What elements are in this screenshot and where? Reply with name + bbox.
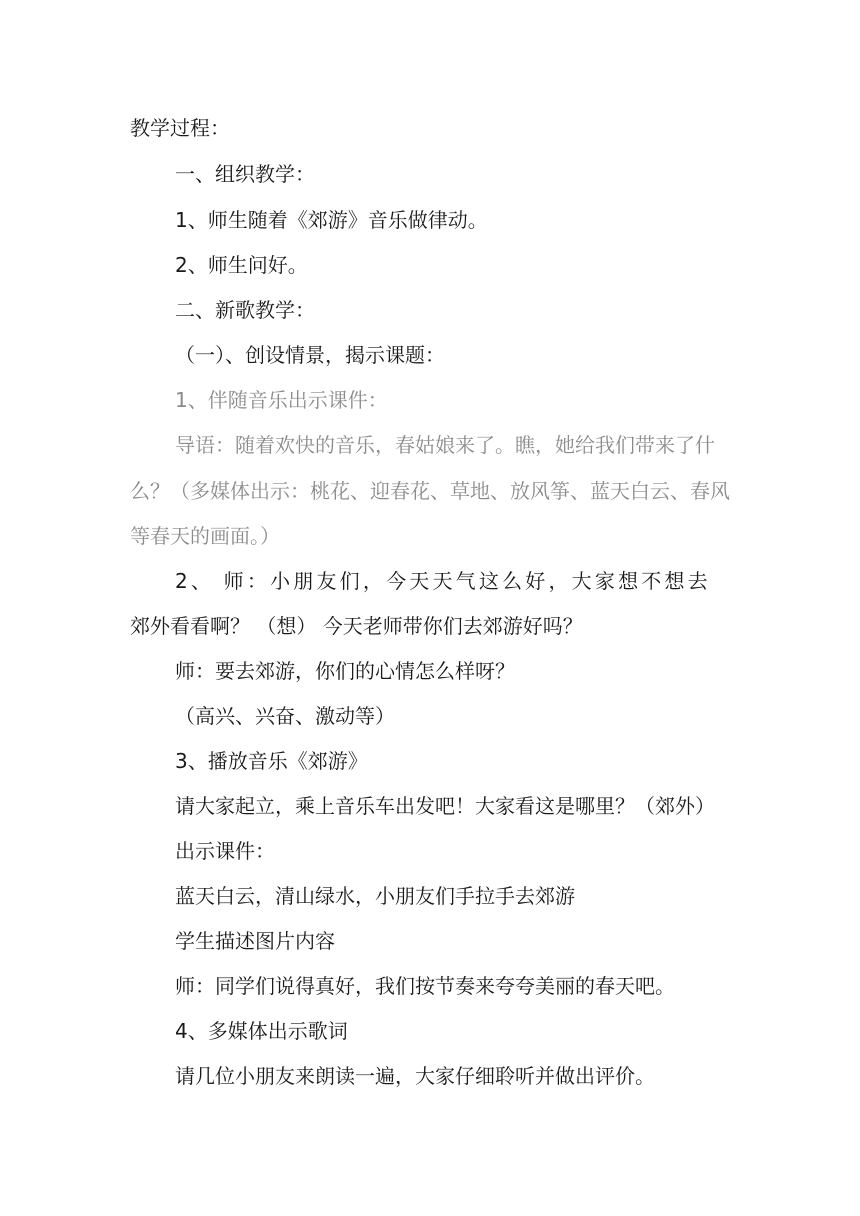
text-line: 学生描述图片内容 [175, 929, 335, 953]
text-line: 蓝天白云，清山绿水，小朋友们手拉手去郊游 [175, 884, 575, 908]
section-heading: 教学过程： [130, 116, 230, 140]
text-line: 二、新歌教学： [175, 298, 315, 322]
text-line: 出示课件： [175, 839, 275, 863]
text-line: 师：同学们说得真好，我们按节奏来夸夸美丽的春天吧。 [175, 974, 675, 998]
text-line: 请大家起立，乘上音乐车出发吧！大家看这是哪里？（郊外） [175, 794, 715, 818]
text-line: 2、 师：小朋友们，今天天气这么好，大家想不想去 [175, 569, 711, 593]
text-line: 导语：随着欢快的音乐，春姑娘来了。瞧，她给我们带来了什 [175, 433, 715, 457]
text-line: 么？（多媒体出示：桃花、迎春花、草地、放风筝、蓝天白云、春风 [130, 479, 730, 503]
text-line: 1、师生随着《郊游》音乐做律动。 [175, 208, 488, 232]
text-line: 请几位小朋友来朗读一遍，大家仔细聆听并做出评价。 [175, 1064, 655, 1088]
text-line: 一、组织教学： [175, 162, 315, 186]
text-line: （高兴、兴奋、激动等） [175, 704, 395, 728]
text-line: 师：要去郊游，你们的心情怎么样呀？ [175, 659, 515, 683]
text-line: 3、播放音乐《郊游》 [175, 749, 368, 773]
text-line: 2、师生问好。 [175, 253, 308, 277]
text-line: 1、伴随音乐出示课件： [175, 388, 388, 412]
text-line: 4、多媒体出示歌词 [175, 1019, 348, 1043]
text-line: 等春天的画面。） [130, 524, 280, 548]
text-line: 郊外看看啊？ （想） 今天老师带你们去郊游好吗？ [130, 614, 583, 638]
text-line: （一）、创设情景，揭示课题： [175, 343, 445, 367]
